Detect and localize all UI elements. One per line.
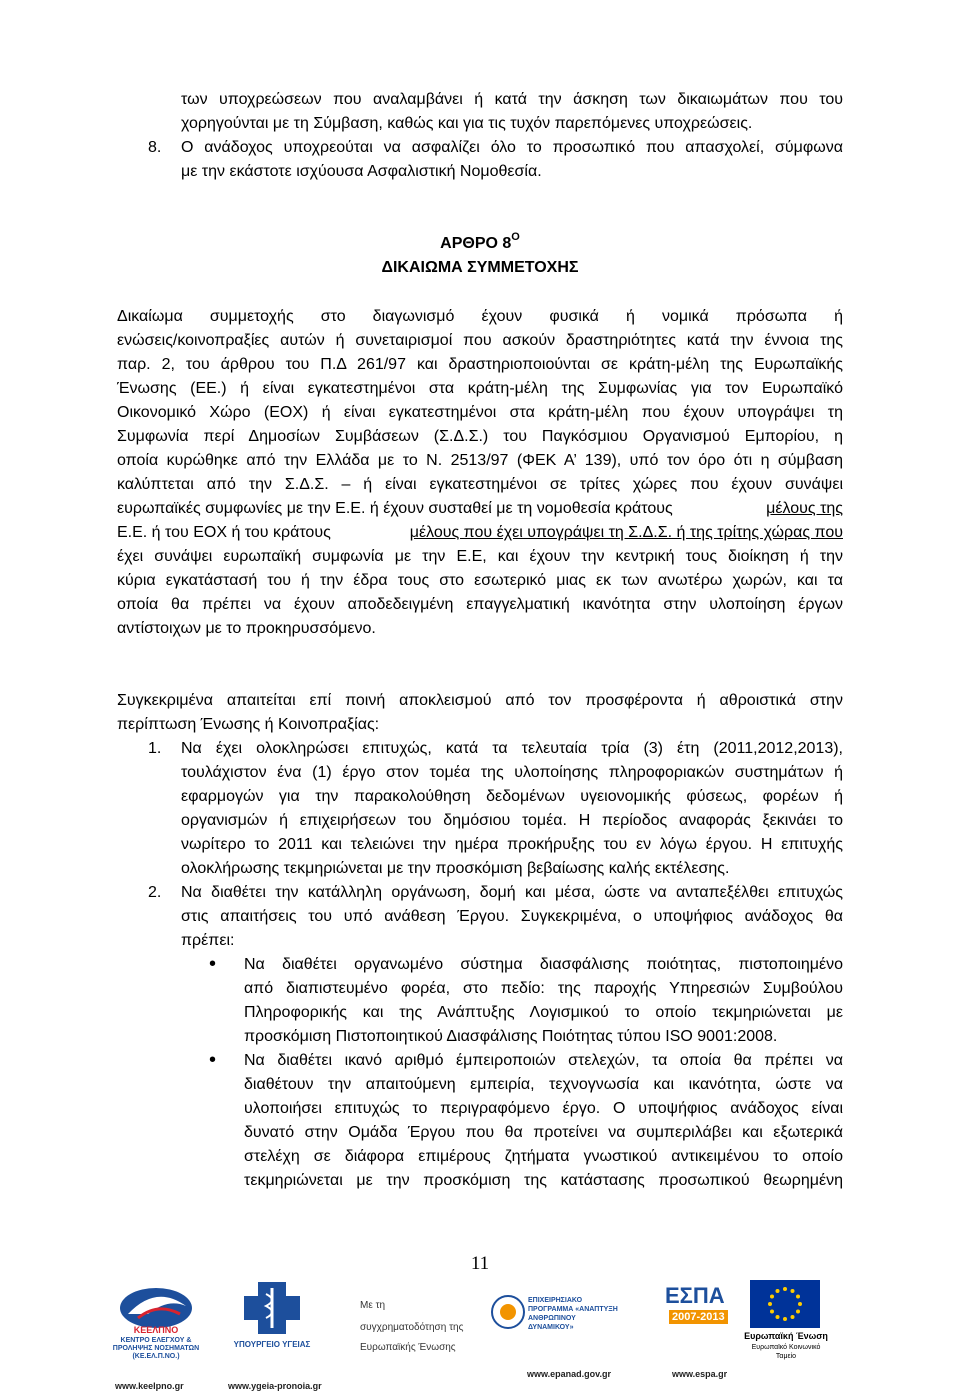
text-line: αντίστοιχων με το προκηρυσσόμενο. — [117, 620, 376, 637]
text-line: πρέπει: — [181, 932, 235, 949]
epanad-emblem-icon — [490, 1294, 526, 1330]
bullet-icon: • — [209, 953, 217, 975]
text-line: Να διαθέτει οργανωμένο σύστημα διασφάλισης ποιότητας, πιστοποιημένο — [244, 956, 843, 973]
text-line: τεκμηριώνεται με την προσκόμιση της κατάστασης προσωπικού θεωρημένη — [244, 1172, 843, 1189]
text-line: Να διαθέτει την κατάλληλη οργάνωση, δομή και μέσα, ώστε να ανταπεξέλθει επιτυχώς — [181, 884, 843, 901]
article-title-sup: Ο — [511, 231, 520, 243]
epanad-link[interactable]: www.epanad.gov.gr — [527, 1369, 612, 1379]
list-number: 1. — [148, 740, 162, 757]
article-title-text: ΑΡΘΡΟ 8 — [440, 235, 512, 252]
keelpno-link[interactable]: www.keelpno.gr — [115, 1381, 184, 1391]
text-line: οποία κυρώθηκε από την Ελλάδα με το Ν. 2513/97 (ΦΕΚ Α’ 139), υπό τον όρο ότι η σύμβαση — [117, 452, 843, 469]
article-subtitle: ΔΙΚΑΙΩΜΑ ΣΥΜΜΕΤΟΧΗΣ — [381, 259, 579, 276]
text-fragment: Ε.Ε. ή του ΕΟΧ ή του κράτους — [117, 524, 331, 541]
eu-caption: Ευρωπαϊκή Ένωση — [744, 1331, 828, 1341]
text-line: οργανισμών ή επιχειρήσεων του δημόσιου τομέα. Η περίοδος αναφοράς ξεκινάει το — [181, 812, 843, 829]
text-line: Ο ανάδοχος υποχρεούται να ασφαλίζει όλο το προσωπικό που απασχολεί, σύμφωνα — [181, 139, 843, 156]
text-line: Πληροφορικής και της Ανάπτυξης Λογισμικού το οποίο τεκμηριώνεται με — [244, 1004, 843, 1021]
ministry-link[interactable]: www.ygeia-pronoia.gr — [228, 1381, 322, 1391]
text-line: με την εκάστοτε ισχύουσα Ασφαλιστική Νομοθεσία. — [181, 163, 542, 180]
text-line: τουλάχιστον ένα (1) έργο στον τομέα της υλοποίησης πληροφοριακών συστημάτων ή — [181, 764, 843, 781]
text-line — [117, 521, 843, 545]
ministry-caption: ΥΠΟΥΡΓΕΙΟ ΥΓΕΙΑΣ — [233, 1340, 311, 1349]
espa-logo — [665, 1284, 735, 1344]
ministry-logo — [232, 1278, 312, 1358]
cofund-line: συγχρηματοδότηση της — [360, 1322, 464, 1333]
epanad-logo — [490, 1290, 620, 1350]
text-line: προσκόμιση Πιστοποιητικού Διασφάλισης Ποιότητας τύπου ISO 9001:2008. — [244, 1028, 778, 1045]
bullet-icon: • — [209, 1049, 217, 1071]
text-line: Συγκεκριμένα απαιτείται επί ποινή αποκλεισμού από τον προσφέροντα ή αθροιστικά στην — [117, 692, 843, 709]
text-line: κύρια εγκατάστασή του ή την έδρα τους στο εσωτερικό μιας εκ των ανωτέρω χωρών, και τα — [117, 572, 843, 589]
eu-logo — [742, 1280, 830, 1390]
cross-icon — [232, 1278, 312, 1338]
text-line: παρ. 2, του άρθρου του Π.Δ 261/97 και δραστηριοποιούνται σε κράτη-μέλη της Ευρωπαϊκής — [117, 356, 843, 373]
eu-flag-icon — [750, 1280, 820, 1328]
article-title — [0, 232, 960, 256]
text-line: χορηγούνται με τη Σύμβαση, καθώς και για τις τυχόν παρεπόμενες υποχρεώσεις. — [181, 115, 753, 132]
epanad-caption: ΕΠΙΧΕΙΡΗΣΙΑΚΟ ΠΡΟΓΡΑΜΜΑ «ΑΝΑΠΤΥΞΗ ΑΝΘΡΩΠΙΝΟΥ ΔΥΝΑΜΙΚΟΥ» — [528, 1297, 618, 1331]
underlined-text: μέλους που έχει υπογράψει τη Σ.Δ.Σ. ή της τρίτης χώρας που — [409, 524, 843, 541]
espa-years: 2007-2013 — [669, 1310, 728, 1324]
text-line: στις απαιτήσεις του υπό ανάθεση Έργου. Συγκεκριμένα, ο υποψήφιος ανάδοχος θα — [181, 908, 843, 925]
text-fragment: ευρωπαϊκές συμφωνίες με την Ε.Ε. ή έχουν συσταθεί με τη νομοθεσία κράτους — [117, 500, 673, 517]
eu-fund: Ευρωπαϊκό Κοινωνικό Ταμείο — [751, 1344, 821, 1360]
underlined-text: μέλους της — [766, 500, 843, 517]
text-line: στελέχη σε διάφορα επιμέρους ζητήματα γνωστικού αντικειμένου το οποίο — [244, 1148, 843, 1165]
espa-name: ΕΣΠΑ — [665, 1283, 725, 1308]
text-line: Να έχει ολοκληρώσει επιτυχώς, κατά τα τελευταία τρία (3) έτη (2011,2012,2013), — [181, 740, 843, 757]
page-number: 11 — [470, 1253, 490, 1274]
keelpno-name: ΚΕΕΛΠΝΟ — [133, 1325, 179, 1335]
text-line: Δικαίωμα συμμετοχής στο διαγωνισμό έχουν φυσικά ή νομικά πρόσωπα ή — [117, 308, 843, 325]
keelpno-logo — [108, 1284, 204, 1364]
text-line: εφαρμογών για την παρακολούθηση δεδομένων υγειονομικής φύσεως, φορέων ή — [181, 788, 843, 805]
text-line: Συμφωνία περί Δημοσίων Συμβάσεων (Σ.Δ.Σ.) του Παγκόσμιου Οργανισμού Εμπορίου, η — [117, 428, 843, 445]
text-line — [117, 497, 843, 521]
text-line: δυνατό στην Ομάδα Έργου που θα προτείνει να συμπεριλάβει και εξωτερικά — [244, 1124, 843, 1141]
cofund-line: Με τη — [360, 1300, 386, 1311]
text-line: Ένωσης (ΕΕ.) ή είναι εγκατεστημένοι στα κράτη-μέλη της Συμφωνίας για τον Ευρωπαϊκό — [117, 380, 843, 397]
text-line: έχει συνάψει ευρωπαϊκή συμφωνία με την Ε.Ε, και έχουν την κεντρική τους διοίκηση ή την — [117, 548, 843, 565]
text-line: υλοποιήσει επιτυχώς το περιγραφόμενο έργο. Ο υποψήφιος ανάδοχος είναι — [244, 1100, 843, 1117]
text-line: ολοκλήρωσης τεκμηριώνεται με την προσκόμιση βεβαίωσης καλής εκτέλεσης. — [181, 860, 730, 877]
text-line: Να διαθέτει ικανό αριθμό έμπειροποιών στελεχών, τα οποία θα πρέπει να — [244, 1052, 843, 1069]
text-line: Οικονομικό Χώρο (ΕΟΧ) ή είναι εγκατεστημένοι στα κράτη-μέλη που έχουν υπογράψει τη — [117, 404, 843, 421]
list-number: 2. — [148, 884, 162, 901]
text-line: από διαπιστευμένο φορέα, στο πεδίο: της παροχής Υπηρεσιών Συμβούλου — [244, 980, 843, 997]
text-line: οποία θα πρέπει να έχουν αποδεδειγμένη επαγγελματική ικανότητα στην υλοποίηση έργων — [117, 596, 843, 613]
text-line: περίπτωση Ένωσης ή Κοινοπραξίας: — [117, 716, 380, 733]
list-number: 8. — [148, 139, 162, 156]
text-line: διαθέτουν την απαιτούμενη εμπειρία, τεχνογνωσία και ικανότητα, ώστε να — [244, 1076, 843, 1093]
cofund-line: Ευρωπαϊκής Ένωσης — [360, 1342, 456, 1353]
keelpno-caption: ΚΕΝΤΡΟ ΕΛΕΓΧΟΥ & ΠΡΟΛΗΨΗΣ ΝΟΣΗΜΑΤΩΝ (ΚΕ.ΕΛ.Π.ΝΟ.) — [112, 1337, 200, 1360]
text-line: νωρίτερο το 2011 και τελειώνει την ημέρα προκήρυξης του εν λόγω έργου. Η επιτυχής — [181, 836, 843, 853]
espa-link[interactable]: www.espa.gr — [672, 1369, 728, 1379]
text-line: ενώσεις/κοινοπραξίες αυτών ή συνεταιρισμοί που ασκούν δραστηριότητες κατά την έννοια της — [117, 332, 843, 349]
text-line: καλύπτεται από την Σ.Δ.Σ. – ή είναι εγκατεστημένοι σε τρίτες χώρες που έχουν συνάψει — [117, 476, 843, 493]
footer-logos — [0, 1270, 960, 1393]
text-line: των υποχρεώσεων που αναλαμβάνει ή κατά την άσκηση των δικαιωμάτων που του — [181, 91, 843, 108]
